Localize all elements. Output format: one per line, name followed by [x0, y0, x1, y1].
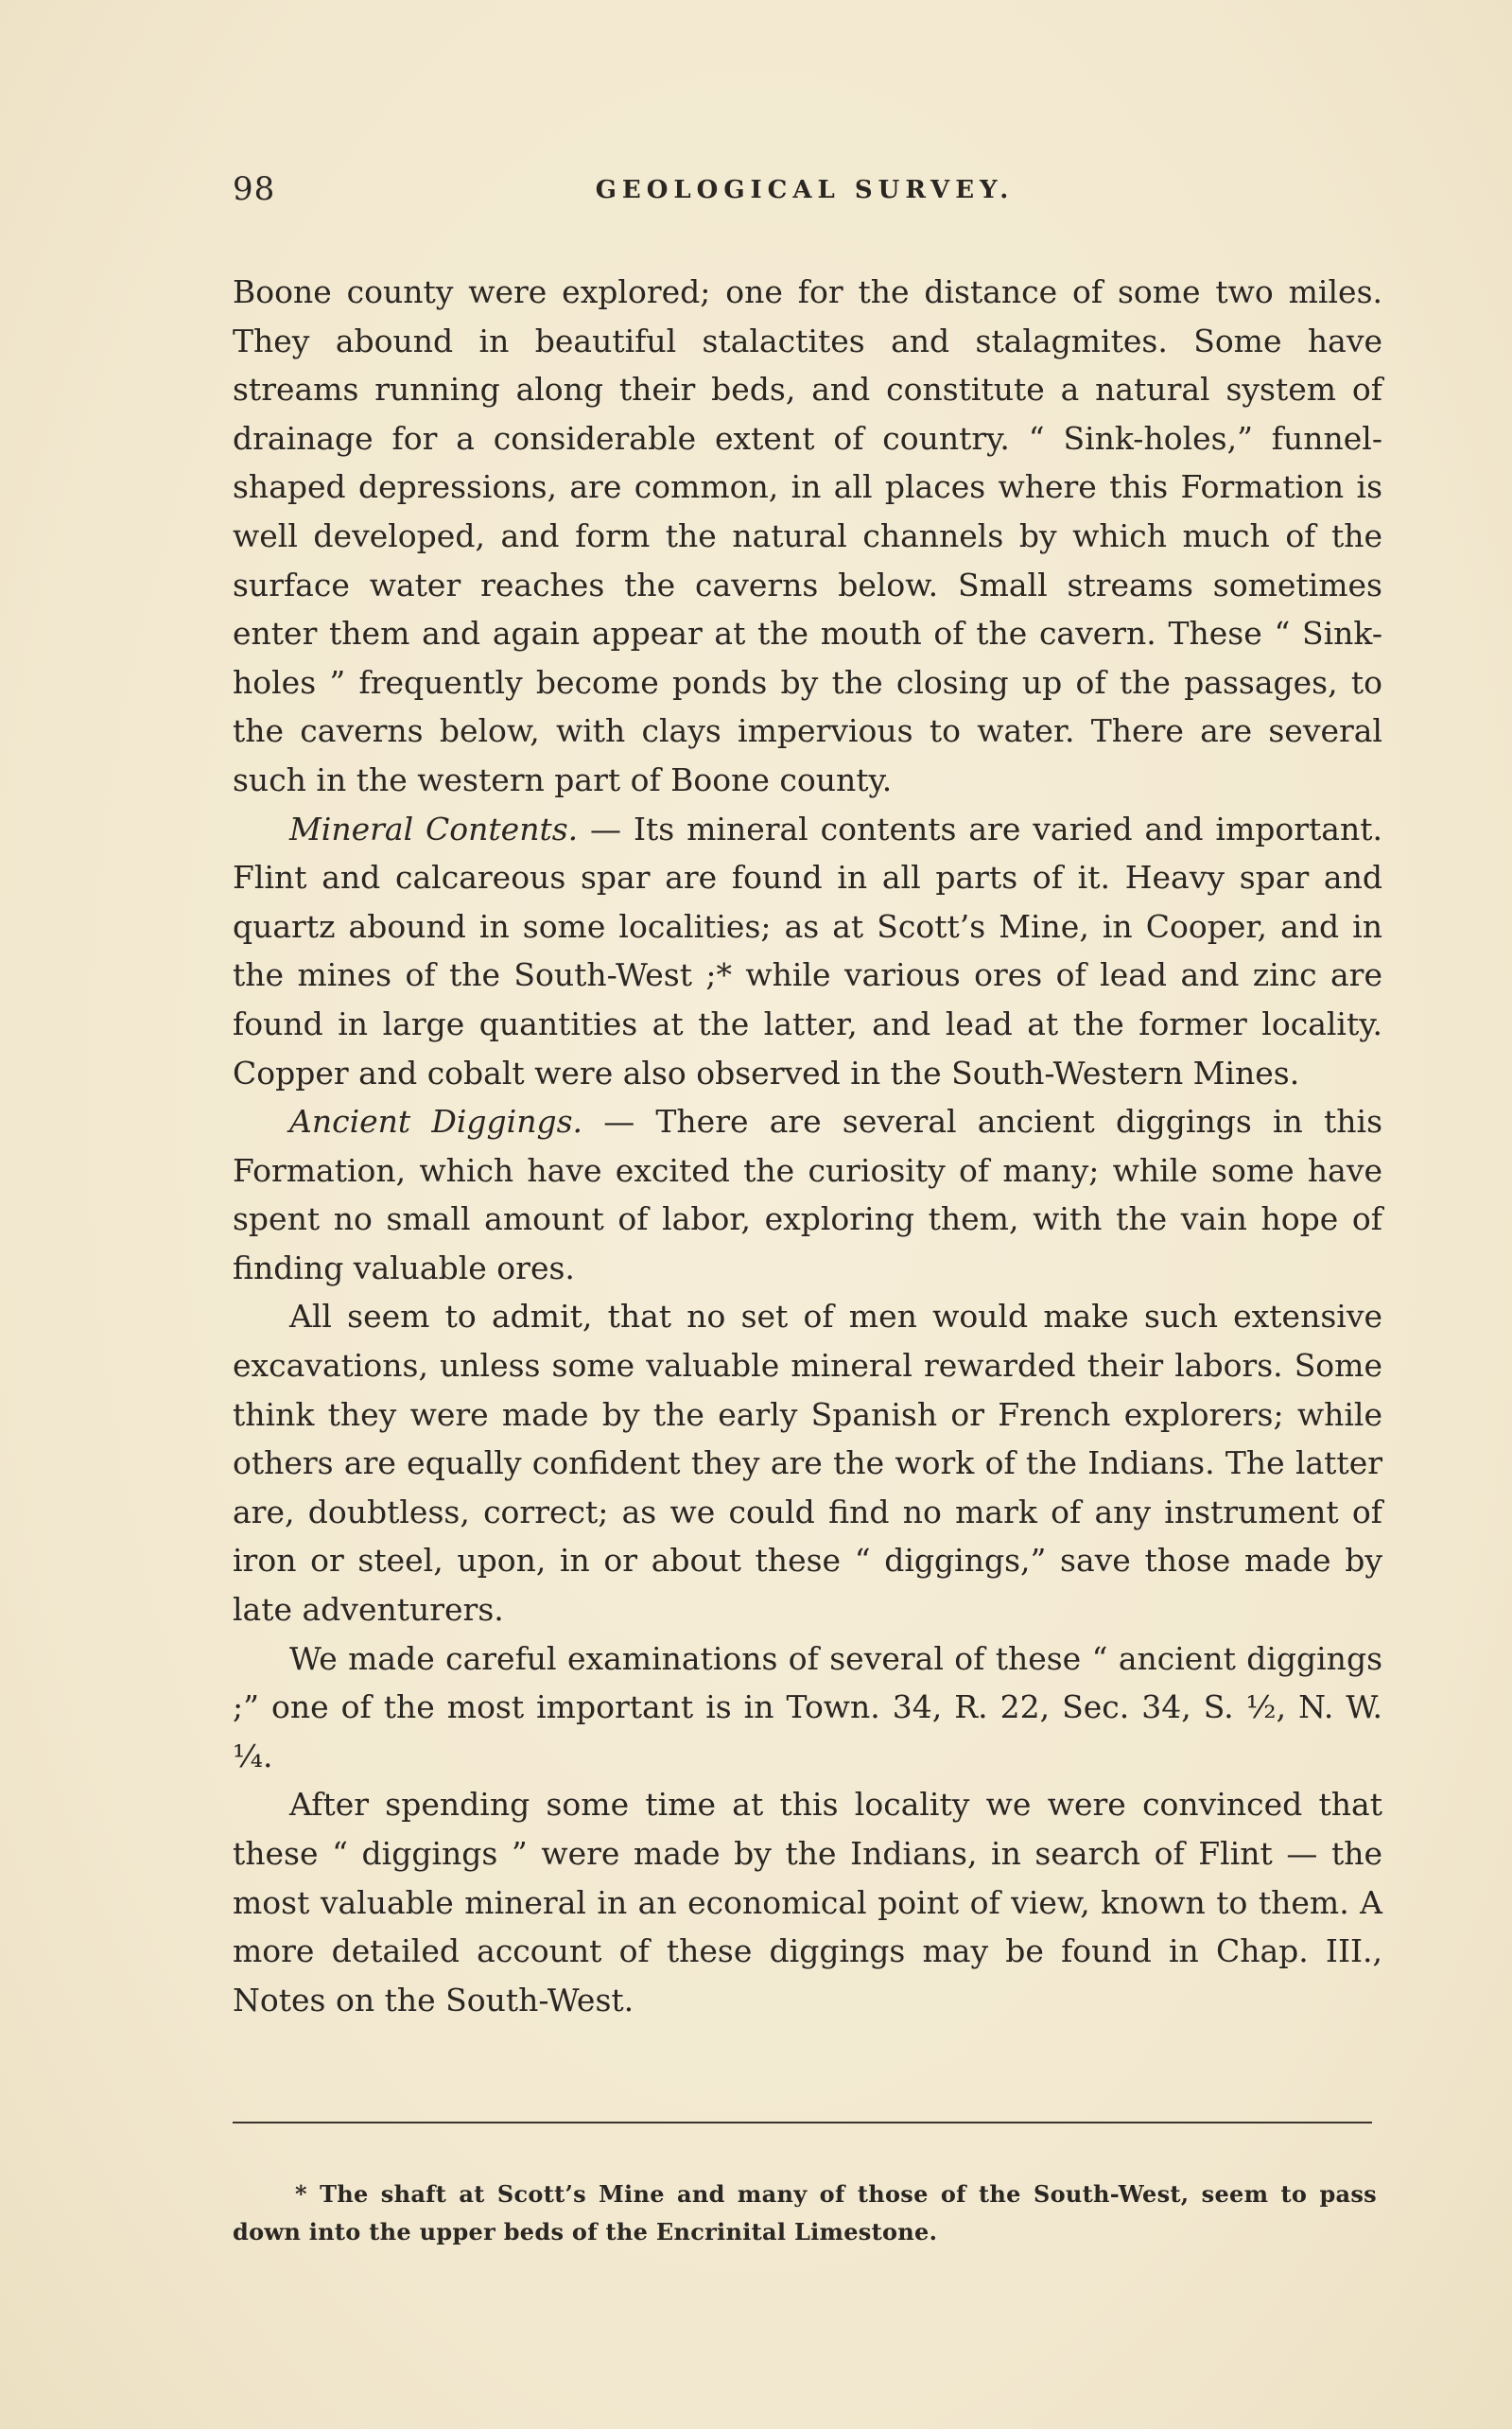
paragraph-text: Boone county were explored; one for the distance of some two miles. They abound in beautiful stalactites and stalagmites. Some have streams running along their beds, and constitute a natural system of drainage for a considerable extent of country. “ Sink-holes,” funnel-shaped depressions, are common, in all places where this Formation is well developed, and form the natural channels by which much of the surface water reaches the caverns below. Small streams sometimes enter them and again appear at the mouth of the cavern. These “ Sink-holes ” frequently become ponds by the closing up of the passages, to the caverns below, with clays impervious to water. There are several such in the western part of Boone county.	[233, 273, 1382, 798]
paragraph-ancient-diggings	[233, 1097, 1382, 1292]
paragraph-examinations	[233, 1634, 1382, 1781]
paragraph-text: We made careful examinations of several of these “ ancient diggings ;” one of the most important is in Town. 34, R. 22, Sec. 34, S. ½, N. W. ¼.	[233, 1639, 1382, 1774]
page-number: 98	[233, 170, 276, 208]
page-header	[233, 170, 1377, 218]
footnote: * The shaft at Scott’s Mine and many of those of the South-West, seem to pass down into the upper beds of the Encrinital Limestone.	[233, 2180, 1377, 2246]
paragraph-text: — There are several ancient diggings in this Formation, which have excited the curiosity of many; while some have spent no small amount of labor, exploring them, with the vain hope of finding valuable ores.	[233, 1103, 1382, 1286]
paragraph-text: All seem to admit, that no set of men would make such extensive excavations, unless some valuable mineral rewarded their labors. Some think they were made by the early Spanish or French explorers; while others are equally confident they are the work of the Indians. The latter are, doubtless, correct; as we could find no mark of any instrument of iron or steel, upon, in or about these “ diggings,” save those made by late adventurers.	[233, 1298, 1382, 1629]
paragraph-text: — Its mineral contents are varied and important. Flint and calcareous spar are found in all parts of it. Heavy spar and quartz abound in some localities; as at Scott’s Mine, in Cooper, and in the mines of the South-West ;* while various ores of lead and zinc are found in large quantities at the latter, and lead at the former locality. Copper and cobalt were also observed in the South-Western Mines.	[233, 810, 1382, 1092]
paragraph-excavations	[233, 1292, 1382, 1634]
paragraph-caverns	[233, 268, 1382, 805]
running-head: GEOLOGICAL SURVEY.	[595, 176, 1015, 204]
paragraph-text: After spending some time at this locality we were convinced that these “ diggings ” were made by the Indians, in search of Flint — the most valuable mineral in an economical point of view, known to them. A more detailed account of these diggings may be found in Chap. III., Notes on the South-West.	[233, 1786, 1382, 2018]
section-heading-mineral-contents: Mineral Contents.	[289, 810, 579, 848]
footnote-divider	[233, 2122, 1372, 2123]
body-text	[233, 268, 1382, 2024]
paragraph-mineral-contents	[233, 805, 1382, 1098]
section-heading-ancient-diggings: Ancient Diggings.	[289, 1103, 582, 1141]
paragraph-conclusion	[233, 1780, 1382, 2024]
